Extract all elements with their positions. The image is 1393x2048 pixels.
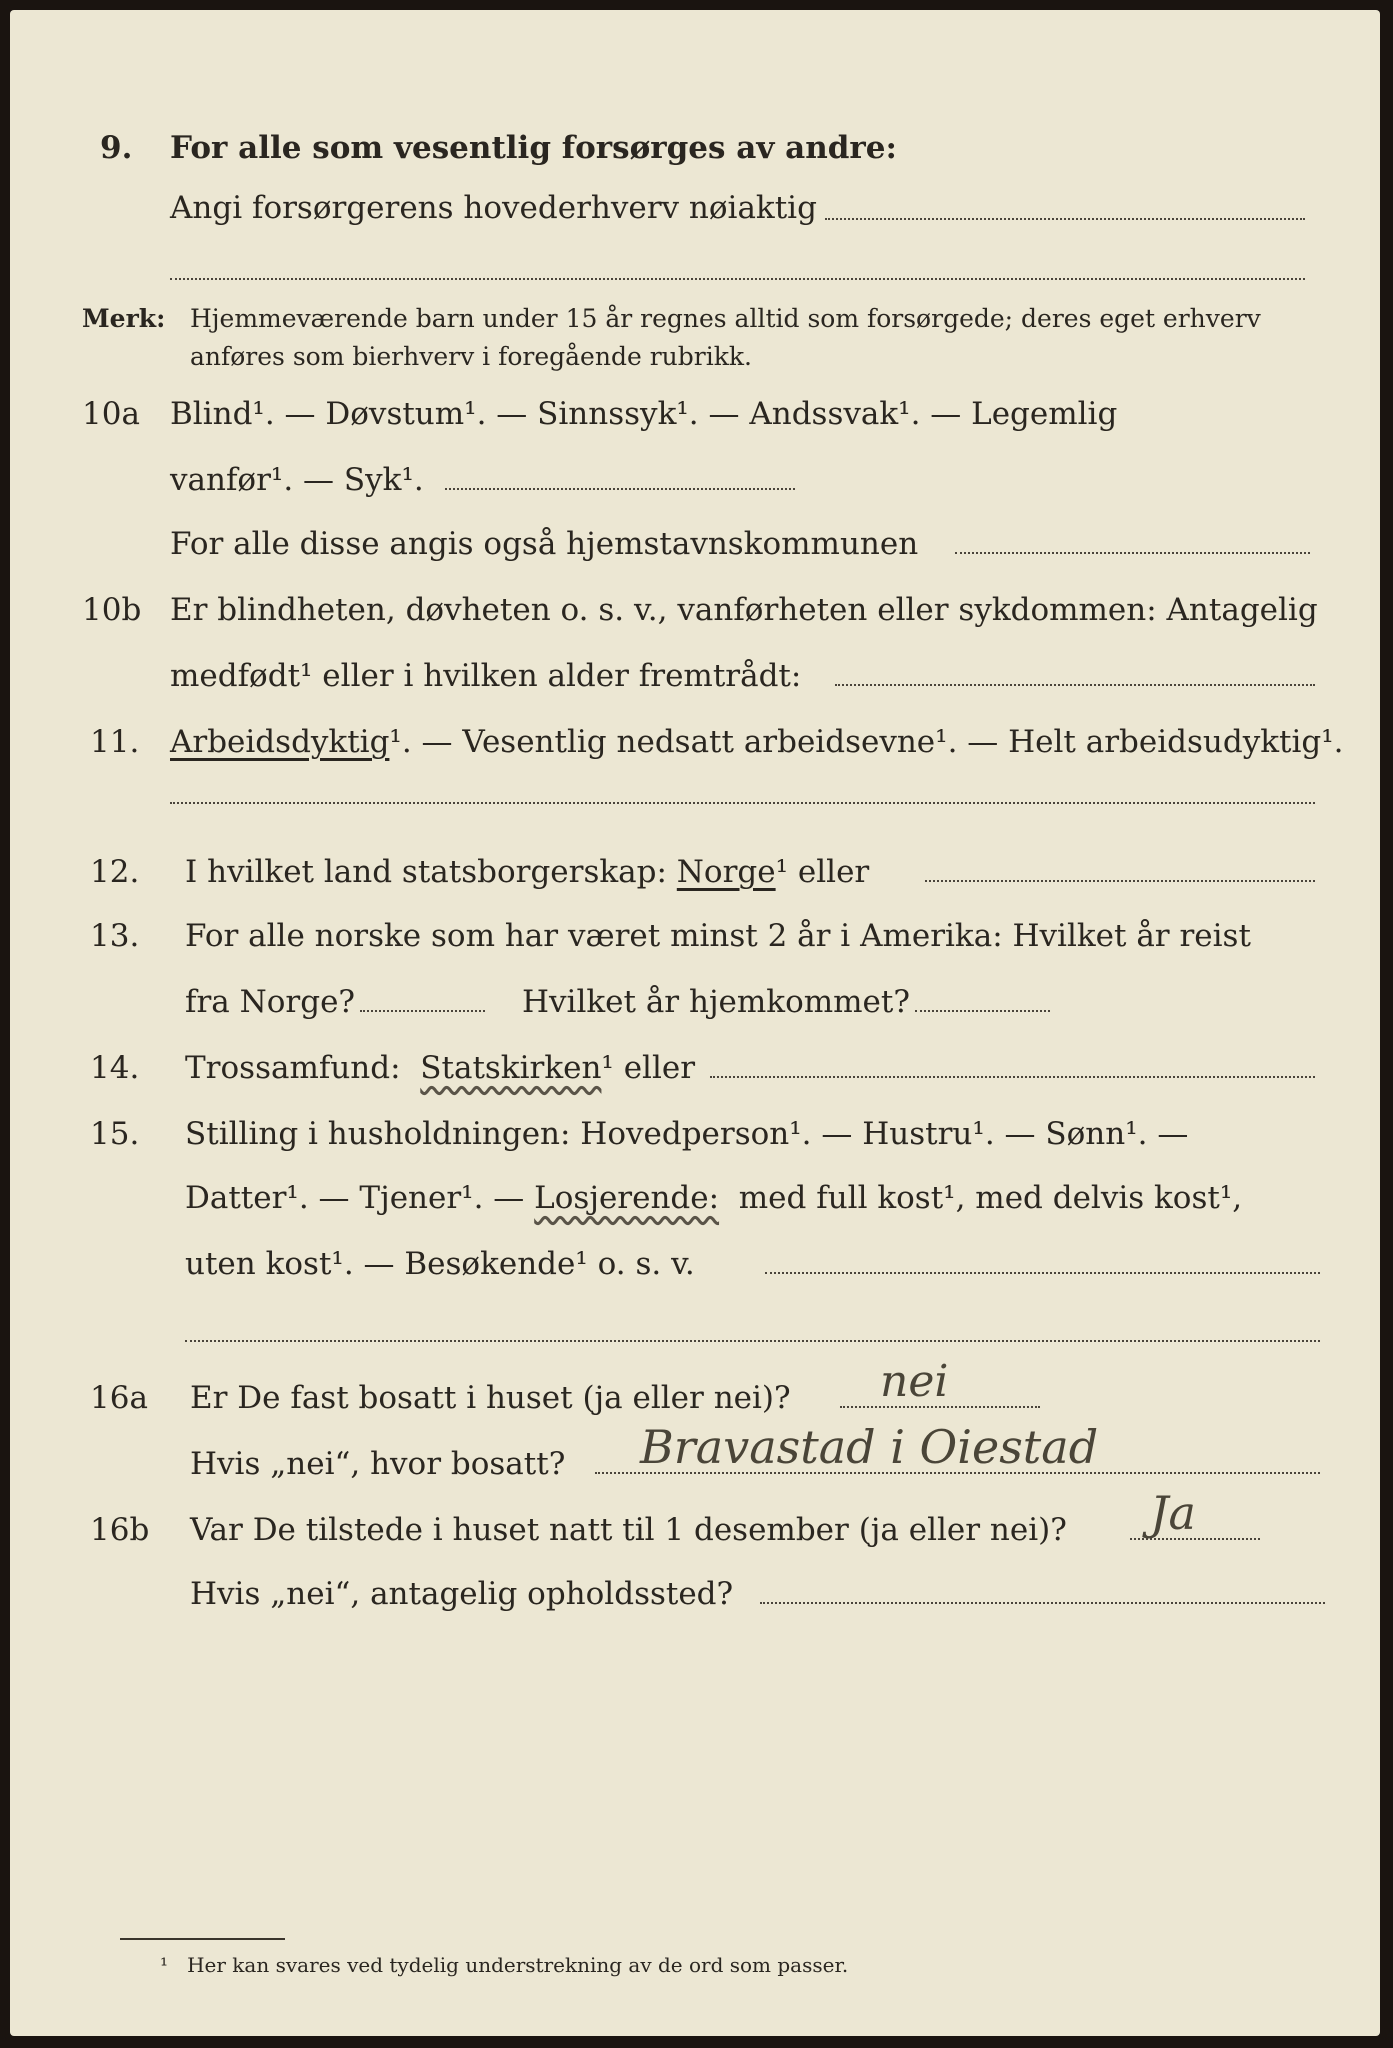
q13-number: 13. <box>90 918 140 954</box>
q12-number: 12. <box>90 854 140 890</box>
q12-post: ¹ eller <box>775 854 870 890</box>
q9-heading: For alle som vesentlig forsørges av andre: <box>170 130 897 166</box>
q16a-handwritten-bosatt: Bravastad i Oiestad <box>640 1420 1099 1474</box>
q13-reist-line <box>360 1010 485 1012</box>
merk-line2: anføres som bierhverv i foregående rubrikk. <box>190 342 752 371</box>
q16a-line2: Hvis „nei“, hvor bosatt? <box>190 1446 566 1482</box>
q10b-answer-line <box>835 684 1315 686</box>
footnote-text: Her kan svares ved tydelig understrekning av de ord som passer. <box>187 1953 849 1977</box>
merk-label: Merk: <box>82 304 166 333</box>
q12-option-norge: Norge <box>676 854 776 890</box>
q15-line1: Stilling i husholdningen: Hovedperson¹. — Hustru¹. — Sønn¹. — <box>185 1116 1189 1152</box>
q14-pre: Trossamfund: <box>185 1050 401 1086</box>
q15-number: 15. <box>90 1116 140 1152</box>
q13-line2a: fra Norge? <box>185 984 356 1020</box>
q16a-number: 16a <box>90 1380 148 1416</box>
q11-answer-line <box>170 802 1315 804</box>
q10a-kommune-line <box>955 552 1310 554</box>
q11-option-arbeidsdyktig: Arbeidsdyktig <box>170 724 390 760</box>
q10b-line1: Er blindheten, døvheten o. s. v., vanførheten eller sykdommen: Antagelig <box>170 592 1318 628</box>
q12-line <box>185 852 869 892</box>
footnote-rule <box>120 1938 285 1940</box>
q16b-opholdssted-line <box>760 1602 1325 1604</box>
q9-answer-line <box>825 218 1305 220</box>
merk-line1: Hjemmeværende barn under 15 år regnes alltid som forsørgede; deres eget erhverv <box>190 304 1261 333</box>
q15-answer-line-2 <box>185 1340 1320 1342</box>
q16a-handwritten-answer: nei <box>880 1356 949 1407</box>
q15-line2a: Datter¹. — Tjener¹. — <box>185 1180 525 1216</box>
q16b-line1: Var De tilstede i huset natt til 1 desember (ja eller nei)? <box>190 1512 1067 1548</box>
q10a-number: 10a <box>82 396 140 432</box>
q14-answer-line <box>710 1076 1315 1078</box>
footnote-mark: ¹ <box>160 1953 169 1977</box>
q12-answer-line <box>925 880 1315 882</box>
q9-number: 9. <box>100 130 133 166</box>
q16b-line2: Hvis „nei“, antagelig opholdssted? <box>190 1576 734 1612</box>
q13-line2b: Hvilket år hjemkommet? <box>522 984 910 1020</box>
q13-line1: For alle norske som har været minst 2 år i Amerika: Hvilket år reist <box>185 918 1251 954</box>
q15-option-losjerende: Losjerende: <box>534 1180 720 1216</box>
q9-line2: Angi forsørgerens hovederhverv nøiaktig <box>170 190 817 226</box>
q15-line3: uten kost¹. — Besøkende¹ o. s. v. <box>185 1246 695 1282</box>
q10b-number: 10b <box>82 592 142 628</box>
q10a-answer-line <box>445 488 795 490</box>
q14-number: 14. <box>90 1050 140 1086</box>
q9-answer-line-2 <box>170 278 1305 280</box>
q14-option-statskirken: Statskirken <box>420 1050 602 1086</box>
q11-line <box>170 722 1344 762</box>
q13-hjemkommet-line <box>915 1010 1050 1012</box>
q14-line <box>185 1048 695 1088</box>
footnote <box>160 1952 848 1978</box>
q16a-line1: Er De fast bosatt i huset (ja eller nei)? <box>190 1380 791 1416</box>
q10a-line2: vanfør¹. — Syk¹. <box>170 462 424 498</box>
q10a-line3: For alle disse angis også hjemstavnskommunen <box>170 526 919 562</box>
q11-number: 11. <box>90 724 140 760</box>
q11-rest: ¹. — Vesentlig nedsatt arbeidsevne¹. — Helt arbeidsudyktig¹. <box>389 724 1344 760</box>
q16b-handwritten-answer: Ja <box>1150 1486 1196 1540</box>
q15-line2b: med full kost¹, med delvis kost¹, <box>738 1180 1243 1216</box>
q15-line2 <box>185 1178 1242 1218</box>
q16b-number: 16b <box>90 1512 150 1548</box>
q15-answer-line <box>765 1272 1320 1274</box>
q10b-line2: medfødt¹ eller i hvilken alder fremtrådt: <box>170 658 802 694</box>
q14-post: ¹ eller <box>601 1050 696 1086</box>
q10a-line1: Blind¹. — Døvstum¹. — Sinnssyk¹. — Andssvak¹. — Legemlig <box>170 396 1118 432</box>
q12-pre: I hvilket land statsborgerskap: <box>185 854 667 890</box>
form-page <box>10 10 1380 2036</box>
